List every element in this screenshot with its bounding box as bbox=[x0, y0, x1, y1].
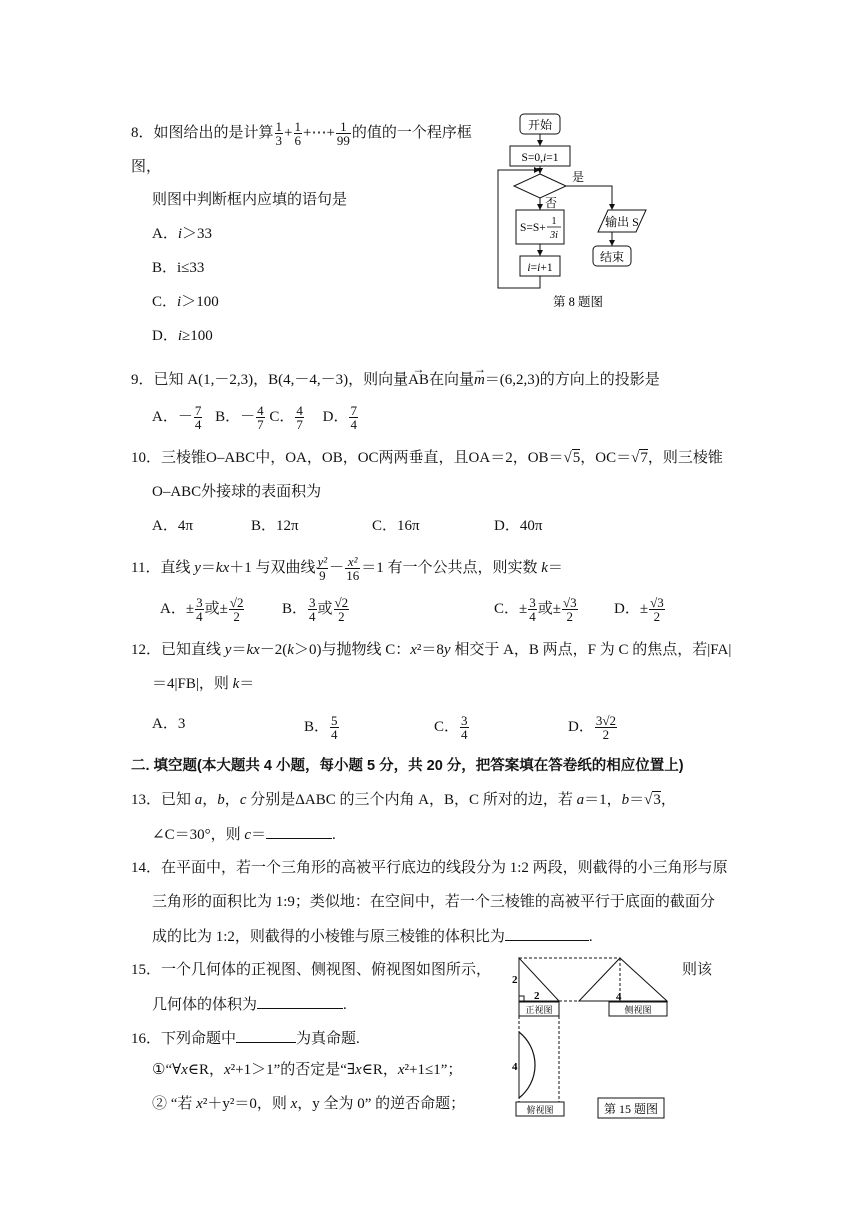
q9-option-a: A．－ $\frac{7}{4}$ bbox=[152, 403, 202, 432]
q15-line2: 几何体的体积为 . bbox=[152, 994, 347, 1015]
three-view-diagram bbox=[502, 952, 682, 1124]
fraction: $\frac{1}{3}$ bbox=[275, 119, 283, 148]
top-height-label: 4 bbox=[512, 1061, 518, 1073]
q14-line3: 成的比为 1:2，则截得的小棱锥与原三棱锥的体积比为 . bbox=[152, 926, 593, 947]
q10-option-c: C．16π bbox=[372, 518, 420, 534]
answer-blank[interactable] bbox=[266, 824, 332, 839]
side-view-triangle bbox=[579, 958, 667, 1001]
top-view-label: 俯视图 bbox=[526, 1105, 554, 1115]
flow-end-label: 结束 bbox=[599, 250, 625, 264]
flow-no-label: 否 bbox=[545, 196, 558, 210]
q11-option-a: A．± $\frac{3}{4}$ 或± $\frac{√2}{2}$ bbox=[160, 595, 244, 624]
q15-line1: 15．一个几何体的正视图、侧视图、俯视图如图所示， bbox=[131, 962, 492, 978]
flow-decision-diamond bbox=[514, 174, 566, 198]
q12-option-d: D． $\frac{3√2}{2}$ bbox=[568, 713, 616, 742]
q12-option-c: C． $\frac{3}{4}$ bbox=[434, 713, 468, 742]
q9-option-b: B．－ $\frac{4}{7}$ bbox=[215, 403, 264, 432]
flow-output-label: 输出 S bbox=[605, 215, 639, 229]
q10-line2: O–ABC外接球的表面积为 bbox=[152, 484, 322, 500]
side-width-label: 4 bbox=[616, 991, 622, 1003]
answer-blank[interactable] bbox=[505, 926, 589, 941]
q10-option-a: A．4π bbox=[152, 518, 193, 534]
vector-ab: → AB bbox=[408, 370, 429, 390]
q8-number: 8． bbox=[131, 124, 154, 141]
q9-option-c: C． $\frac{4}{7}$ bbox=[269, 403, 303, 432]
q13-line2: ∠C＝30°，则 c＝ . bbox=[152, 824, 336, 845]
answer-blank[interactable] bbox=[236, 1028, 296, 1043]
q9-options bbox=[152, 404, 359, 431]
q14-line1: 14．在平面中，若一个三角形的高被平行底边的线段分为 1:2 两段，则截得的小三角形与原 bbox=[131, 860, 728, 876]
flow-start-label: 开始 bbox=[527, 118, 553, 132]
q10-option-d: D．40π bbox=[494, 518, 543, 534]
q8-option-d: D．i≥100 bbox=[152, 328, 213, 344]
flowchart-diagram bbox=[490, 108, 660, 314]
q10-option-b: B．12π bbox=[251, 518, 299, 534]
answer-blank[interactable] bbox=[257, 994, 343, 1009]
section-heading: 二. 填空题(本大题共 4 小题，每小题 5 分，共 20 分，把答案填在答卷纸的相应位置上) bbox=[131, 758, 684, 774]
q11-option-c: C．± $\frac{3}{4}$ 或± $\frac{√3}{2}$ bbox=[494, 595, 577, 624]
q15-line1-tail: 则该 bbox=[682, 962, 713, 978]
q12-line2: ＝4|FB|，则 k＝ bbox=[152, 676, 255, 692]
q12-option-a: A．3 bbox=[152, 716, 186, 732]
side-view-label: 侧视图 bbox=[624, 1005, 652, 1015]
flow-yes-label: 是 bbox=[572, 170, 585, 184]
q8-question: 则图中判断框内应填的语句是 bbox=[152, 192, 348, 208]
q12-option-b: B． $\frac{5}{4}$ bbox=[304, 713, 338, 742]
q11-option-b: B． $\frac{3}{4}$ 或 $\frac{√2}{2}$ bbox=[282, 595, 349, 624]
q8-line2: 图， bbox=[131, 159, 162, 175]
flow-update-num: 1 bbox=[551, 216, 557, 227]
q8-option-a: A．i＞33 bbox=[152, 226, 213, 242]
q9-line1: 9．已知 A(1,－2,3)，B(4,－4,－3)，则向量→ AB在向量→ m＝(6,2,3)的方向上的投影是 bbox=[131, 370, 660, 390]
flow-update-den: 3i bbox=[550, 230, 558, 241]
q8-option-c: C．i＞100 bbox=[152, 294, 219, 310]
q16-line1: 16．下列命题中 为真命题. bbox=[131, 1028, 360, 1049]
front-height-label: 2 bbox=[512, 974, 518, 986]
flowchart-caption: 第 8 题图 bbox=[552, 295, 604, 309]
q8-line1: 8．如图给出的是计算 $\frac{1}{3}$ + $\frac{1}{6}$ +⋯+ $\frac{1}{99}$ 的值的一个程序框 bbox=[131, 119, 472, 148]
q12-line1: 12．已知直线 y＝kx－2(k＞0)与抛物线 C：x²＝8y 相交于 A，B 两点，F 为 C 的焦点，若|FA| bbox=[131, 642, 732, 658]
top-view-semicircle bbox=[519, 1032, 535, 1098]
fraction: $\frac{1}{99}$ bbox=[336, 119, 350, 148]
q8-option-b: B．i≤33 bbox=[152, 260, 205, 276]
q16-proposition-2: ② “若 x²＋y²＝0，则 x，y 全为 0” 的逆否命题； bbox=[152, 1096, 466, 1112]
flow-increment-label: i=i+1 bbox=[527, 262, 553, 274]
q11-option-d: D．± $\frac{√3}{2}$ bbox=[614, 595, 664, 624]
q10-line1: 10．三棱锥O–ABC中，OA，OB，OC两两垂直，且OA＝2，OB＝√5，OC＝√7，则三棱锥 bbox=[131, 450, 723, 466]
vector-m: → m bbox=[474, 370, 485, 390]
front-view-label: 正视图 bbox=[525, 1005, 553, 1015]
figure-caption: 第 15 题图 bbox=[603, 1102, 659, 1116]
q9-option-d: D． $\frac{7}{4}$ bbox=[322, 403, 357, 432]
q11-line1: 11．直线 y＝kx＋1 与双曲线 $\frac{\text{y²}}{9}$ － $\frac{\text{x²}}{16}$ ＝1 有一个公共点，则实数 k＝ bbox=[131, 554, 563, 583]
flow-update-label: S=S+ bbox=[520, 222, 546, 234]
q16-proposition-1: ①“∀x∈R，x²+1＞1”的否定是“∃x∈R，x²+1≤1”； bbox=[152, 1062, 463, 1078]
flow-init-label: S=0,i=1 bbox=[521, 152, 559, 164]
fraction: $\frac{1}{6}$ bbox=[294, 119, 301, 148]
front-width-label: 2 bbox=[534, 990, 540, 1002]
q14-line2: 三角形的面积比为 1:9；类似地：在空间中，若一个三棱锥的高被平行于底面的截面分 bbox=[152, 894, 715, 910]
q13-line1: 13．已知 a，b，c 分别是ΔABC 的三个内角 A，B，C 所对的边，若 a＝1，b＝√3， bbox=[131, 792, 676, 808]
